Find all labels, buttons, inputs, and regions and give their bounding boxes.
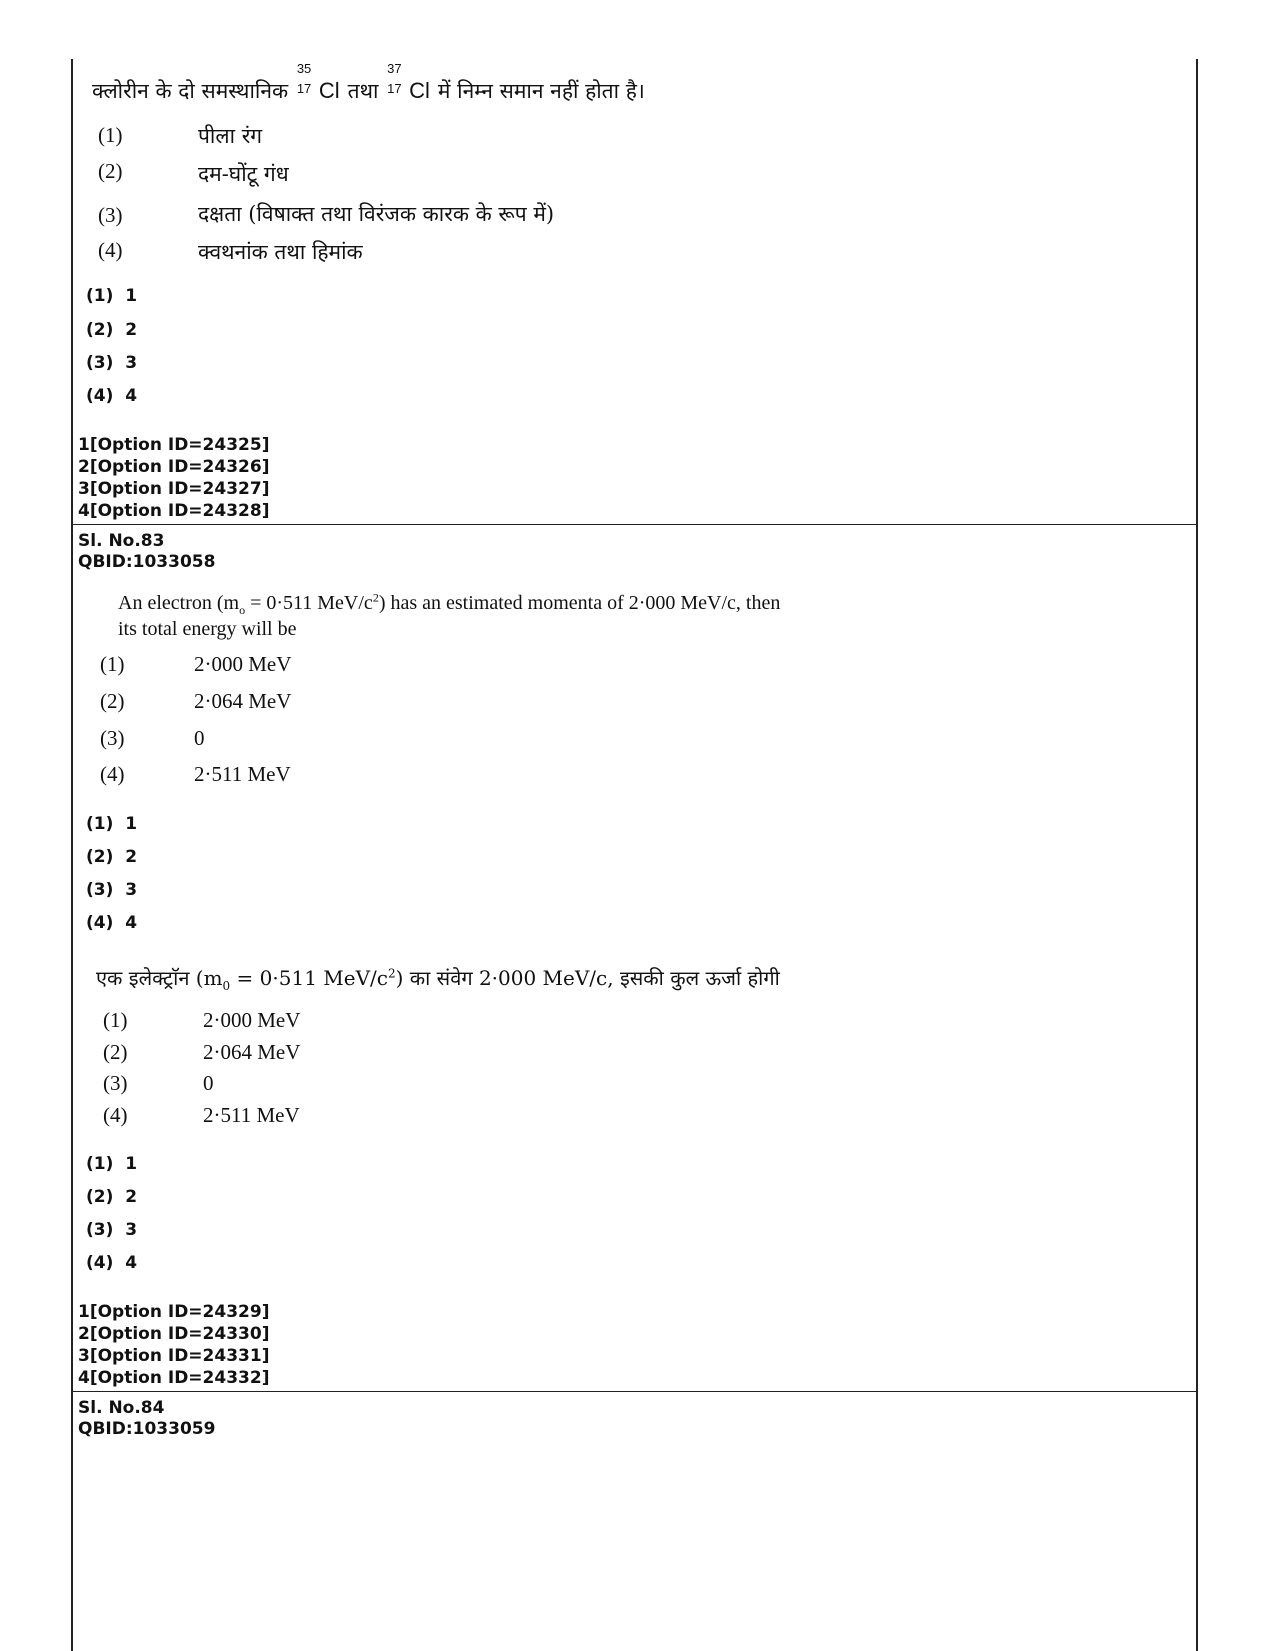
q83-hi-option-num: (4) bbox=[103, 1103, 128, 1127]
row-divider bbox=[71, 524, 1198, 525]
q83-option-text: 2·064 MeV bbox=[194, 689, 292, 713]
q82-stem: क्लोरीन के दो समस्थानिक 35 17 Cl तथा 37 17 Cl में निम्न समान नहीं होता है। bbox=[92, 61, 645, 103]
q82-statement-num: (3) bbox=[98, 203, 123, 227]
q83-hi-option-text: 2·000 MeV bbox=[203, 1008, 301, 1032]
answer-choice: (1) 1 bbox=[86, 1154, 138, 1174]
answer-choice: (3) 3 bbox=[86, 1220, 138, 1240]
option-id: 4[Option ID=24328] bbox=[78, 501, 270, 521]
q83-header bbox=[78, 531, 215, 573]
answer-choice: (4) 4 bbox=[86, 913, 138, 933]
q84-header bbox=[78, 1398, 215, 1440]
question-table-frame bbox=[71, 59, 1198, 1651]
option-id: 4[Option ID=24332] bbox=[78, 1368, 270, 1388]
q83-hi-option-num: (1) bbox=[103, 1008, 128, 1032]
answer-choice: (2) 2 bbox=[86, 320, 138, 340]
answer-choice: (3) 3 bbox=[86, 353, 138, 373]
serial-number: Sl. No.84 bbox=[78, 1398, 165, 1418]
q83-stem-en: An electron ($m_o = 0\cdot 511$ MeV/$c^2$) has an estimated momenta of 2·000 MeV/c, then its total energy will be bbox=[118, 590, 781, 640]
option-id-list bbox=[78, 434, 269, 522]
isotope-1: 35 17 bbox=[296, 61, 312, 96]
q82-statement-num: (2) bbox=[98, 159, 123, 183]
serial-number: Sl. No.83 bbox=[78, 531, 165, 551]
qbid: QBID:1033059 bbox=[78, 1419, 216, 1439]
q83-option-num: (1) bbox=[100, 652, 125, 676]
answer-choice: (3) 3 bbox=[86, 880, 138, 900]
q83-hi-option-num: (3) bbox=[103, 1071, 128, 1095]
option-id-list bbox=[78, 1301, 269, 1389]
q83-option-num: (2) bbox=[100, 689, 125, 713]
q83-hi-option-text: 0 bbox=[203, 1071, 214, 1095]
option-id: 1[Option ID=24325] bbox=[78, 435, 270, 455]
q83-option-num: (3) bbox=[100, 726, 125, 750]
q82-statement-text: पीला रंग bbox=[198, 124, 263, 148]
answer-choice: (4) 4 bbox=[86, 1253, 138, 1273]
q82-statement-text: दम-घोंटू गंध bbox=[198, 162, 289, 186]
q83-option-text: 2·000 MeV bbox=[194, 652, 292, 676]
option-id: 3[Option ID=24327] bbox=[78, 479, 270, 499]
option-id: 2[Option ID=24330] bbox=[78, 1324, 270, 1344]
q82-statement-text: क्वथनांक तथा हिमांक bbox=[198, 240, 363, 264]
isotope-2: 37 17 bbox=[387, 61, 402, 96]
q83-hi-option-text: 2·511 MeV bbox=[203, 1103, 300, 1127]
answer-choice: (4) 4 bbox=[86, 386, 138, 406]
q83-option-text: 2·511 MeV bbox=[194, 762, 291, 786]
option-id: 2[Option ID=24326] bbox=[78, 457, 270, 477]
q83-hi-option-text: 2·064 MeV bbox=[203, 1040, 301, 1064]
row-divider bbox=[71, 1391, 1198, 1392]
option-id: 3[Option ID=24331] bbox=[78, 1346, 270, 1366]
answer-choice: (1) 1 bbox=[86, 286, 138, 306]
answer-choice: (2) 2 bbox=[86, 1187, 138, 1207]
q83-option-text: 0 bbox=[194, 726, 205, 750]
answer-choice: (2) 2 bbox=[86, 847, 138, 867]
q83-hi-option-num: (2) bbox=[103, 1040, 128, 1064]
q83-stem-hi: एक इलेक्ट्राॅन ($m_0 = 0\cdot 511$ MeV/$c^2$) का संवेग 2·000 MeV/c, इसकी कुल ऊर्जा होगी bbox=[96, 966, 780, 993]
q82-statement-num: (4) bbox=[98, 238, 123, 262]
q82-statement-text: दक्षता (विषाक्त तथा विरंजक कारक के रूप में) bbox=[198, 202, 555, 226]
q83-option-num: (4) bbox=[100, 762, 125, 786]
q82-statement-num: (1) bbox=[98, 123, 123, 147]
answer-choice: (1) 1 bbox=[86, 814, 138, 834]
qbid: QBID:1033058 bbox=[78, 552, 216, 572]
option-id: 1[Option ID=24329] bbox=[78, 1302, 270, 1322]
